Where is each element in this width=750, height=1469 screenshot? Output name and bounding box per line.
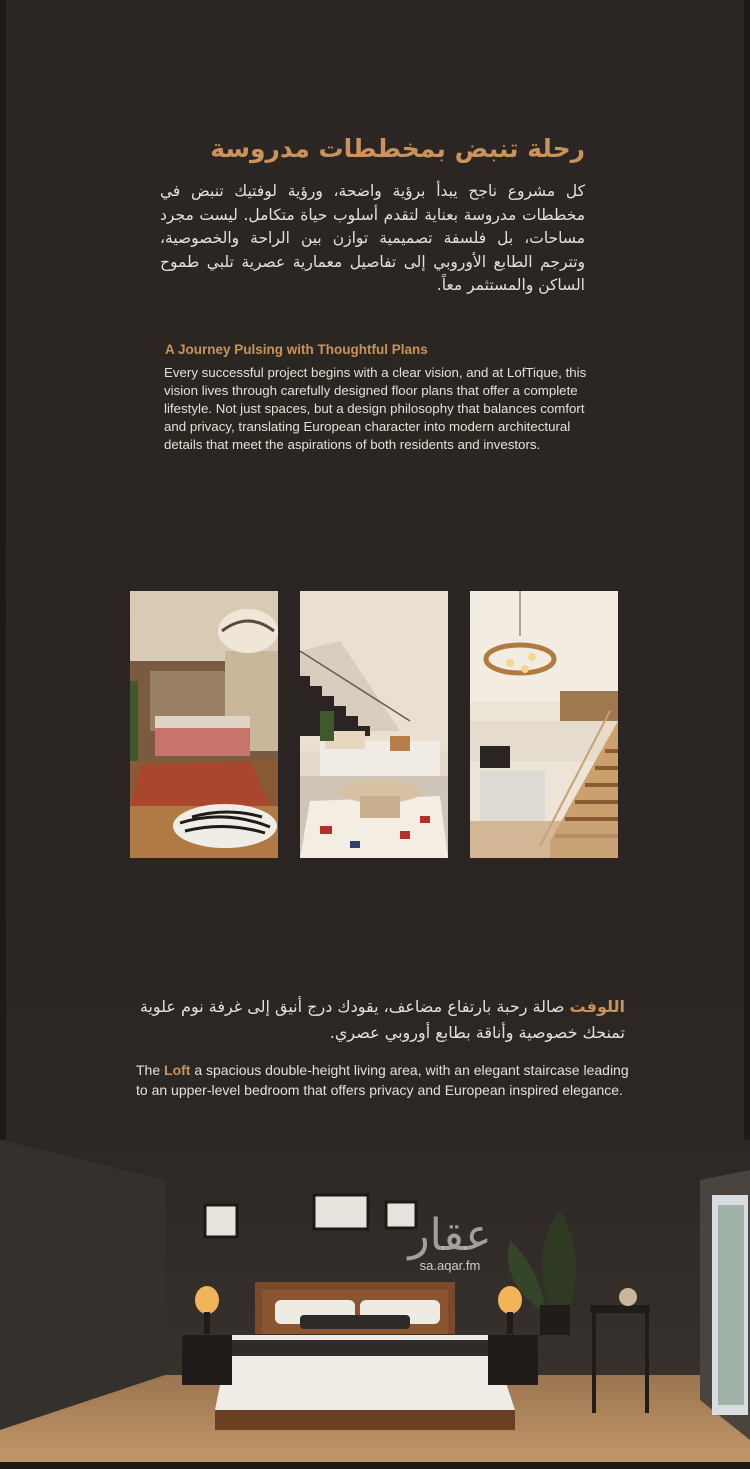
english-section-body: Every successful project begins with a clear vision, and at LofTique, this vision lives through carefully designed floor plans that offer a complete lifestyle. Not just spaces, but a design philosophy that balances comfort and privacy, translating European character into modern architectural details that meet the aspirations of both residents and investors. — [164, 365, 587, 452]
arabic-section-title: رحلة تنبض بمخططات مدروسة — [210, 134, 585, 163]
loft-text-english: a spacious double-height living area, with an elegant staircase leading to an upper-level bedroom that offers privacy and European inspired elegance. — [136, 1062, 629, 1098]
loft-highlight-arabic: اللوفت — [569, 997, 625, 1016]
loft-highlight-english: Loft — [164, 1062, 191, 1078]
arabic-section-body: كل مشروع ناجح يبدأ برؤية واضحة، ورؤية لوفتيك تنبض في مخططات مدروسة بعناية لتقدم أسلوب حياة متكامل. ليست مجرد مساحات، بل فلسفة تصميمية توازن بين الراحة والخصوصية، وتترجم الطابع الأوروبي إلى تفاصيل معمارية عصرية تلبي طموح الساكن والمستثمر معاً. — [160, 182, 585, 294]
english-section-title: A Journey Pulsing with Thoughtful Plans — [165, 342, 428, 357]
loft-photo — [470, 591, 618, 858]
aqar-logo: عقار — [408, 1210, 492, 1261]
bedroom-scene-image — [0, 1140, 750, 1469]
aqar-url: sa.aqar.fm — [419, 1258, 481, 1273]
loft-description-english — [136, 1060, 636, 1100]
bedroom-photo — [130, 591, 278, 858]
aqar-watermark — [390, 1212, 510, 1273]
living-room-photo — [300, 591, 448, 858]
loft-description-arabic — [125, 994, 625, 1046]
loft-prefix-english: The — [136, 1062, 165, 1078]
loft-text-arabic: صالة رحبة بارتفاع مضاعف، يقودك درج أنيق إلى غرفة نوم علوية تمنحك خصوصية وأناقة بطابع أوروبي عصري. — [139, 997, 625, 1042]
